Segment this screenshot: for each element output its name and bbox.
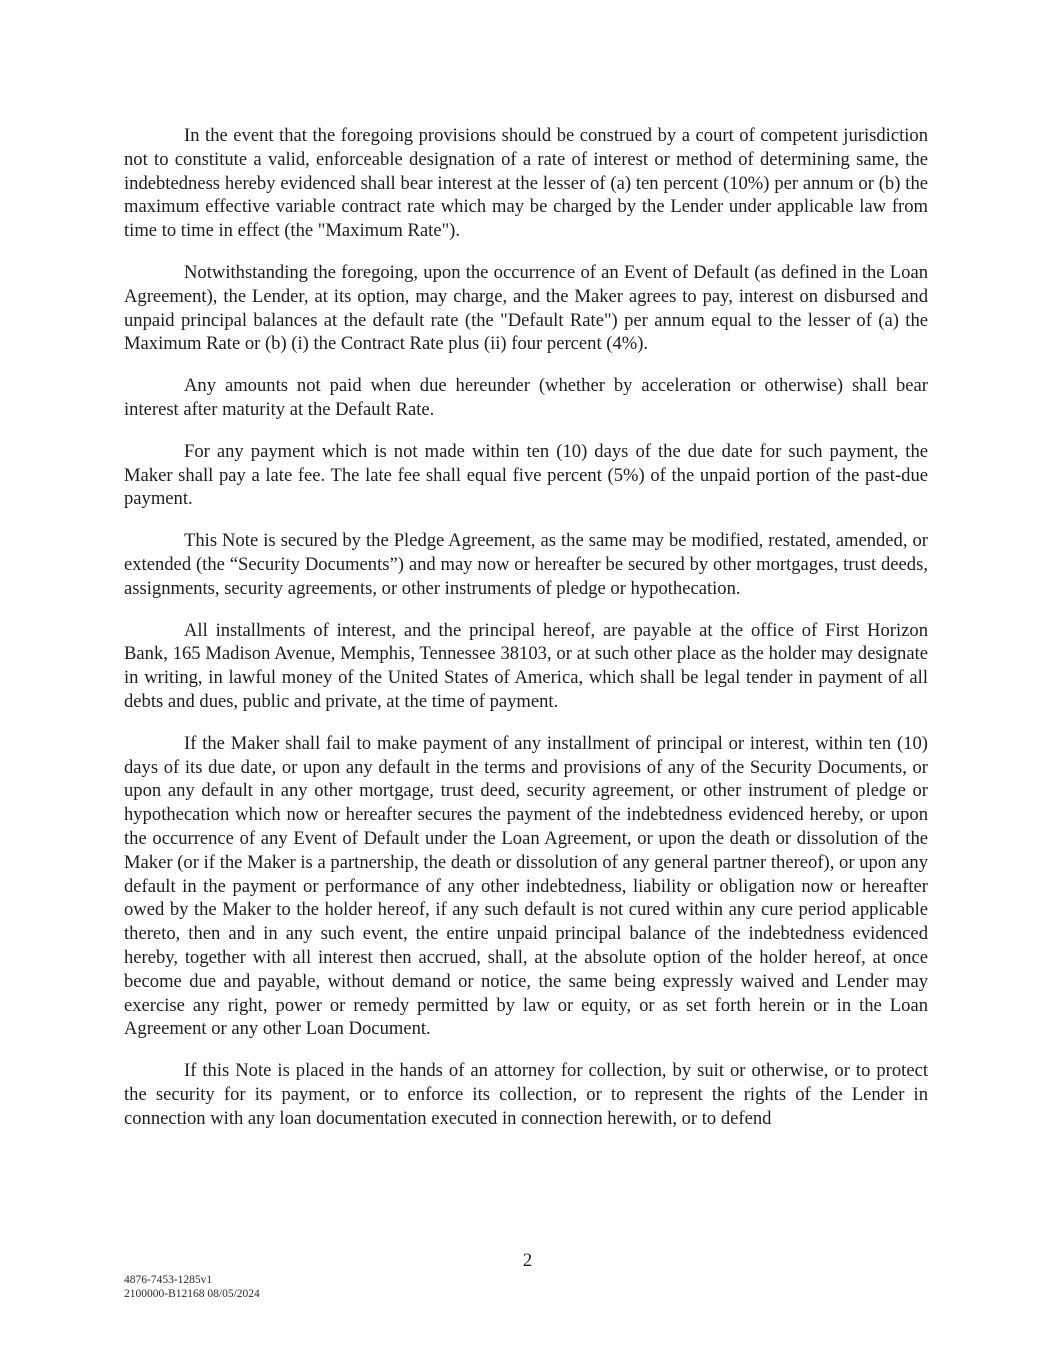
paragraph-place-of-payment: All installments of interest, and the principal hereof, are payable at the office of First Horizon Bank, 165 Madison Avenue, Memphis, Tennessee 38103, or at such other place as the holder may designate in writing, in lawful money of the United States of America, which shall be legal tender in payment of all debts and dues, public and private, at the time of payment. xyxy=(124,619,928,712)
page-number: 2 xyxy=(522,1250,533,1271)
paragraph-interest-after-maturity: Any amounts not paid when due hereunder (whether by acceleration or otherwise) shall bear interest after maturity at the Default Rate. xyxy=(124,375,928,420)
footer-doc-id: 4876-7453-1285v1 xyxy=(124,1274,213,1286)
document-footer xyxy=(124,1273,260,1301)
paragraph-late-fee: For any payment which is not made within ten (10) days of the due date for such payment, the Maker shall pay a late fee. The late fee shall equal five percent (5%) of the unpaid portion of the past-due payment. xyxy=(124,440,928,510)
document-body xyxy=(124,124,928,1148)
paragraph-attorney-fees: If this Note is placed in the hands of an attorney for collection, by suit or otherwise, or to protect the security for its payment, or to enforce its collection, or to represent the rights of the Lender in connection with any loan documentation executed in connection herewith, or to defend xyxy=(124,1060,928,1129)
footer-ref-date: 2100000-B12168 08/05/2024 xyxy=(124,1288,260,1300)
paragraph-usury-savings: In the event that the foregoing provisions should be construed by a court of competent jurisdiction not to constitute a valid, enforceable designation of a rate of interest or method of determining same, the indebtedness hereby evidenced shall bear interest at the lesser of (a) ten percent (10%) per annum or (b) the maximum effective variable contract rate which may be charged by the Lender under applicable law from time to time in effect (the "Maximum Rate"). xyxy=(124,125,928,242)
paragraph-security-documents: This Note is secured by the Pledge Agreement, as the same may be modified, restated, amended, or extended (the “Security Documents”) and may now or hereafter be secured by other mortgages, trust deeds, assignments, security agreements, or other instruments of pledge or hypothecation. xyxy=(124,530,928,599)
paragraph-default-rate: Notwithstanding the foregoing, upon the occurrence of an Event of Default (as defined in the Loan Agreement), the Lender, at its option, may charge, and the Maker agrees to pay, interest on disbursed and unpaid principal balances at the default rate (the "Default Rate") per annum equal to the lesser of (a) the Maximum Rate or (b) (i) the Contract Rate plus (ii) four percent (4%). xyxy=(124,261,928,355)
paragraph-acceleration: If the Maker shall fail to make payment of any installment of principal or interest, within ten (10) days of its due date, or upon any default in the terms and provisions of any of the Security Documents, or upon any default in any other mortgage, trust deed, security agreement, or other instrument of pledge or hypothecation which now or hereafter secures the payment of the indebtedness evidenced hereby, or upon the occurrence of any Event of Default under the Loan Agreement, or upon the death or dissolution of the Maker (or if the Maker is a partnership, the death or dissolution of any general partner thereof), or upon any default in the payment or performance of any other indebtedness, liability or obligation now or hereafter owed by the Maker to the holder hereof, if any such default is not cured within any cure period applicable thereto, then and in any such event, the entire unpaid principal balance of the indebtedness evidenced hereby, together with all interest then accrued, shall, at the absolute option of the holder hereof, at once become due and payable, without demand or notice, the same being expressly waived and Lender may exercise any right, power or remedy permitted by law or equity, or as set forth herein or in the Loan Agreement or any other Loan Document. xyxy=(124,732,928,1040)
